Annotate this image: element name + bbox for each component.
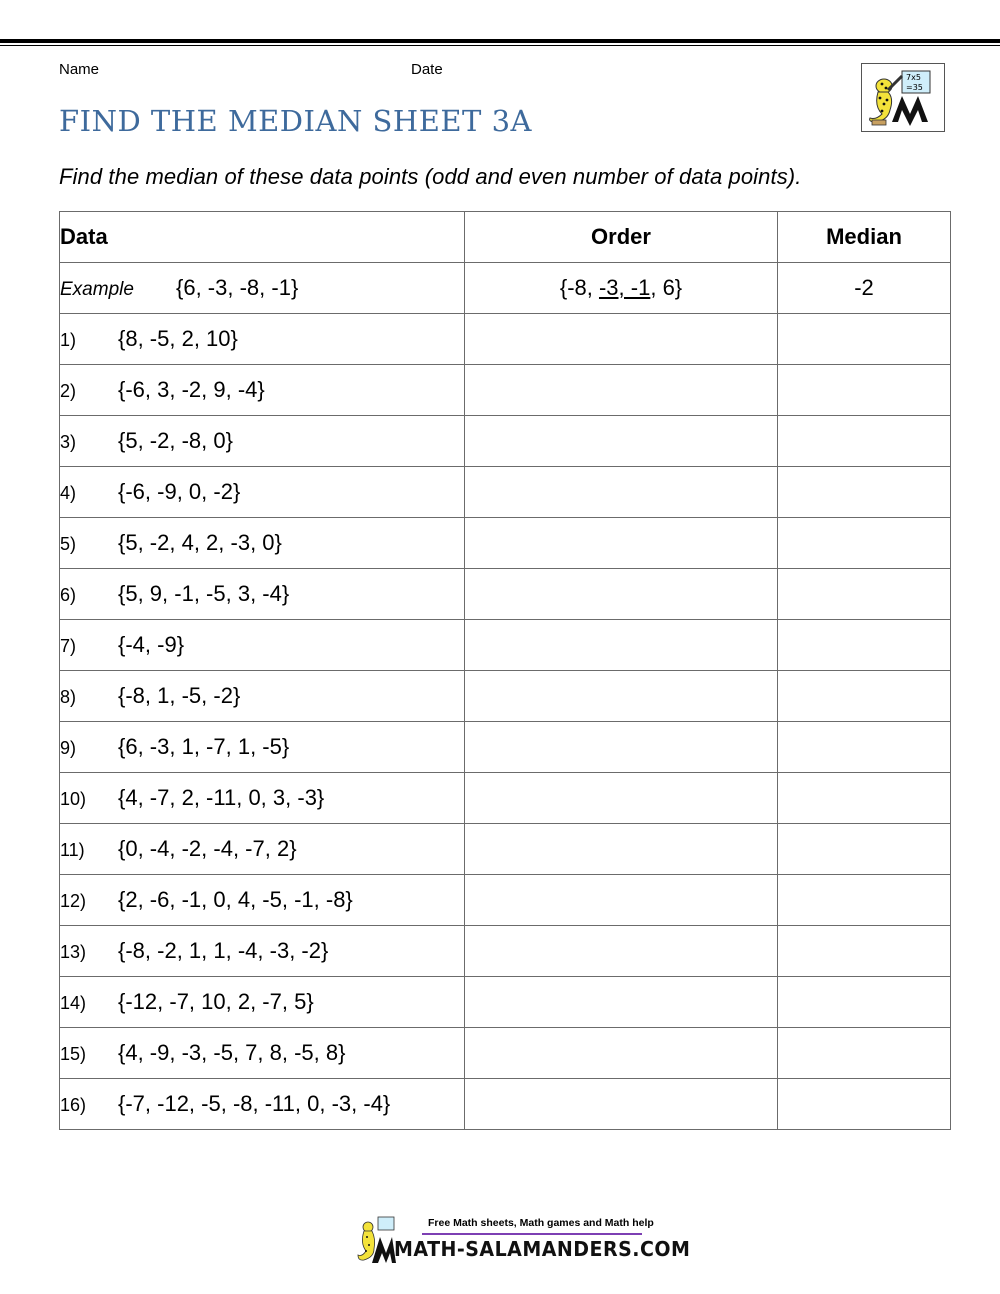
- problem-number: 5): [60, 534, 77, 554]
- table-row: [60, 314, 951, 365]
- instructions: Find the median of these data points (odd and even number of data points).: [59, 164, 802, 189]
- data-cell: [60, 773, 465, 824]
- example-order-suffix: , 6}: [650, 275, 683, 300]
- order-answer-cell[interactable]: [465, 1028, 778, 1079]
- data-cell: [60, 722, 465, 773]
- median-answer-cell[interactable]: [778, 875, 951, 926]
- table-row: [60, 824, 951, 875]
- problem-number: 2): [60, 381, 77, 401]
- median-answer-cell[interactable]: [778, 416, 951, 467]
- problem-number: 10): [60, 789, 87, 809]
- problem-data: {5, -2, -8, 0}: [118, 428, 233, 453]
- problem-data: {-7, -12, -5, -8, -11, 0, -3, -4}: [118, 1091, 391, 1116]
- order-answer-cell[interactable]: [465, 824, 778, 875]
- example-order-cell: [465, 263, 778, 314]
- data-cell: [60, 977, 465, 1028]
- order-answer-cell[interactable]: [465, 926, 778, 977]
- example-data: {6, -3, -8, -1}: [176, 275, 299, 300]
- table-row: [60, 518, 951, 569]
- order-answer-cell[interactable]: [465, 518, 778, 569]
- order-answer-cell[interactable]: [465, 620, 778, 671]
- order-answer-cell[interactable]: [465, 875, 778, 926]
- problem-data: {2, -6, -1, 0, 4, -5, -1, -8}: [118, 887, 353, 912]
- problem-data: {5, 9, -1, -5, 3, -4}: [118, 581, 290, 606]
- problem-data: {-8, -2, 1, 1, -4, -3, -2}: [118, 938, 329, 963]
- svg-text:7x5: 7x5: [906, 73, 921, 82]
- salamander-logo: [861, 63, 945, 132]
- table-row: [60, 875, 951, 926]
- median-answer-cell[interactable]: [778, 926, 951, 977]
- order-answer-cell[interactable]: [465, 773, 778, 824]
- problem-number: 4): [60, 483, 77, 503]
- example-median-cell: -2: [778, 263, 951, 314]
- median-answer-cell[interactable]: [778, 1028, 951, 1079]
- problem-data: {6, -3, 1, -7, 1, -5}: [118, 734, 290, 759]
- data-cell: [60, 926, 465, 977]
- date-label: Date: [411, 61, 443, 78]
- svg-text:=35: =35: [906, 83, 923, 92]
- problem-number: 1): [60, 330, 77, 350]
- table-row: [60, 569, 951, 620]
- table-row: [60, 926, 951, 977]
- example-order-prefix: {-8,: [559, 275, 599, 300]
- problem-number: 9): [60, 738, 77, 758]
- problem-data: {-4, -9}: [118, 632, 185, 657]
- header-data: Data: [60, 212, 465, 263]
- footer-salamander-icon: [356, 1215, 396, 1265]
- data-cell: [60, 365, 465, 416]
- median-answer-cell[interactable]: [778, 314, 951, 365]
- problem-number: 15): [60, 1044, 87, 1064]
- top-rule-thin: [0, 45, 1000, 46]
- data-cell: [60, 875, 465, 926]
- data-cell: [60, 314, 465, 365]
- median-answer-cell[interactable]: [778, 467, 951, 518]
- problem-number: 11): [60, 840, 85, 860]
- order-answer-cell[interactable]: [465, 1079, 778, 1130]
- data-cell: [60, 569, 465, 620]
- data-cell: [60, 416, 465, 467]
- order-answer-cell[interactable]: [465, 722, 778, 773]
- order-answer-cell[interactable]: [465, 569, 778, 620]
- problem-data: {4, -7, 2, -11, 0, 3, -3}: [118, 785, 325, 810]
- median-worksheet-table: [59, 211, 951, 1130]
- problem-data: {-6, 3, -2, 9, -4}: [118, 377, 265, 402]
- example-row: [60, 263, 951, 314]
- median-answer-cell[interactable]: [778, 773, 951, 824]
- median-answer-cell[interactable]: [778, 518, 951, 569]
- data-cell: [60, 671, 465, 722]
- table-row: [60, 365, 951, 416]
- problem-data: {-8, 1, -5, -2}: [118, 683, 241, 708]
- data-cell: [60, 518, 465, 569]
- table-row: [60, 977, 951, 1028]
- median-answer-cell[interactable]: [778, 722, 951, 773]
- table-header-row: [60, 212, 951, 263]
- table-row: [60, 773, 951, 824]
- footer-tagline: Free Math sheets, Math games and Math help: [428, 1217, 654, 1229]
- table-row: [60, 671, 951, 722]
- data-cell: [60, 1079, 465, 1130]
- footer-divider: [422, 1233, 642, 1235]
- footer-site-name: MATH-SALAMANDERS.COM: [394, 1237, 691, 1261]
- header-order: Order: [465, 212, 778, 263]
- problem-number: 6): [60, 585, 77, 605]
- problem-number: 12): [60, 891, 87, 911]
- header-median: Median: [778, 212, 951, 263]
- table-row: [60, 620, 951, 671]
- order-answer-cell[interactable]: [465, 467, 778, 518]
- problem-data: {0, -4, -2, -4, -7, 2}: [118, 836, 297, 861]
- name-label: Name: [59, 61, 100, 78]
- table-row: [60, 1028, 951, 1079]
- problem-data: {8, -5, 2, 10}: [118, 326, 238, 351]
- problem-data: {-12, -7, 10, 2, -7, 5}: [118, 989, 314, 1014]
- order-answer-cell[interactable]: [465, 977, 778, 1028]
- salamander-teacher-icon: [862, 64, 944, 131]
- example-order-middle: -3, -1: [598, 275, 651, 300]
- median-answer-cell[interactable]: [778, 977, 951, 1028]
- median-answer-cell[interactable]: [778, 1079, 951, 1130]
- example-data-cell: [60, 263, 465, 314]
- table-row: [60, 722, 951, 773]
- problem-number: 7): [60, 636, 77, 656]
- example-label: Example: [60, 279, 134, 300]
- page-title: FIND THE MEDIAN SHEET 3A: [59, 104, 532, 138]
- problem-number: 13): [60, 942, 87, 962]
- table-row: [60, 416, 951, 467]
- data-cell: [60, 824, 465, 875]
- problem-number: 16): [60, 1095, 87, 1115]
- problem-number: 3): [60, 432, 77, 452]
- problem-number: 14): [60, 993, 87, 1013]
- median-answer-cell[interactable]: [778, 569, 951, 620]
- table-row: [60, 1079, 951, 1130]
- problem-number: 8): [60, 687, 77, 707]
- order-answer-cell[interactable]: [465, 671, 778, 722]
- table-row: [60, 467, 951, 518]
- median-answer-cell[interactable]: [778, 824, 951, 875]
- problem-data: {4, -9, -3, -5, 7, 8, -5, 8}: [118, 1040, 346, 1065]
- order-answer-cell[interactable]: [465, 416, 778, 467]
- top-rule: [0, 39, 1000, 43]
- data-cell: [60, 620, 465, 671]
- order-answer-cell[interactable]: [465, 314, 778, 365]
- median-answer-cell[interactable]: [778, 365, 951, 416]
- data-cell: [60, 467, 465, 518]
- order-answer-cell[interactable]: [465, 365, 778, 416]
- data-cell: [60, 1028, 465, 1079]
- problem-data: {5, -2, 4, 2, -3, 0}: [118, 530, 282, 555]
- problem-data: {-6, -9, 0, -2}: [118, 479, 241, 504]
- median-answer-cell[interactable]: [778, 620, 951, 671]
- footer-logo: [356, 1215, 691, 1267]
- median-answer-cell[interactable]: [778, 671, 951, 722]
